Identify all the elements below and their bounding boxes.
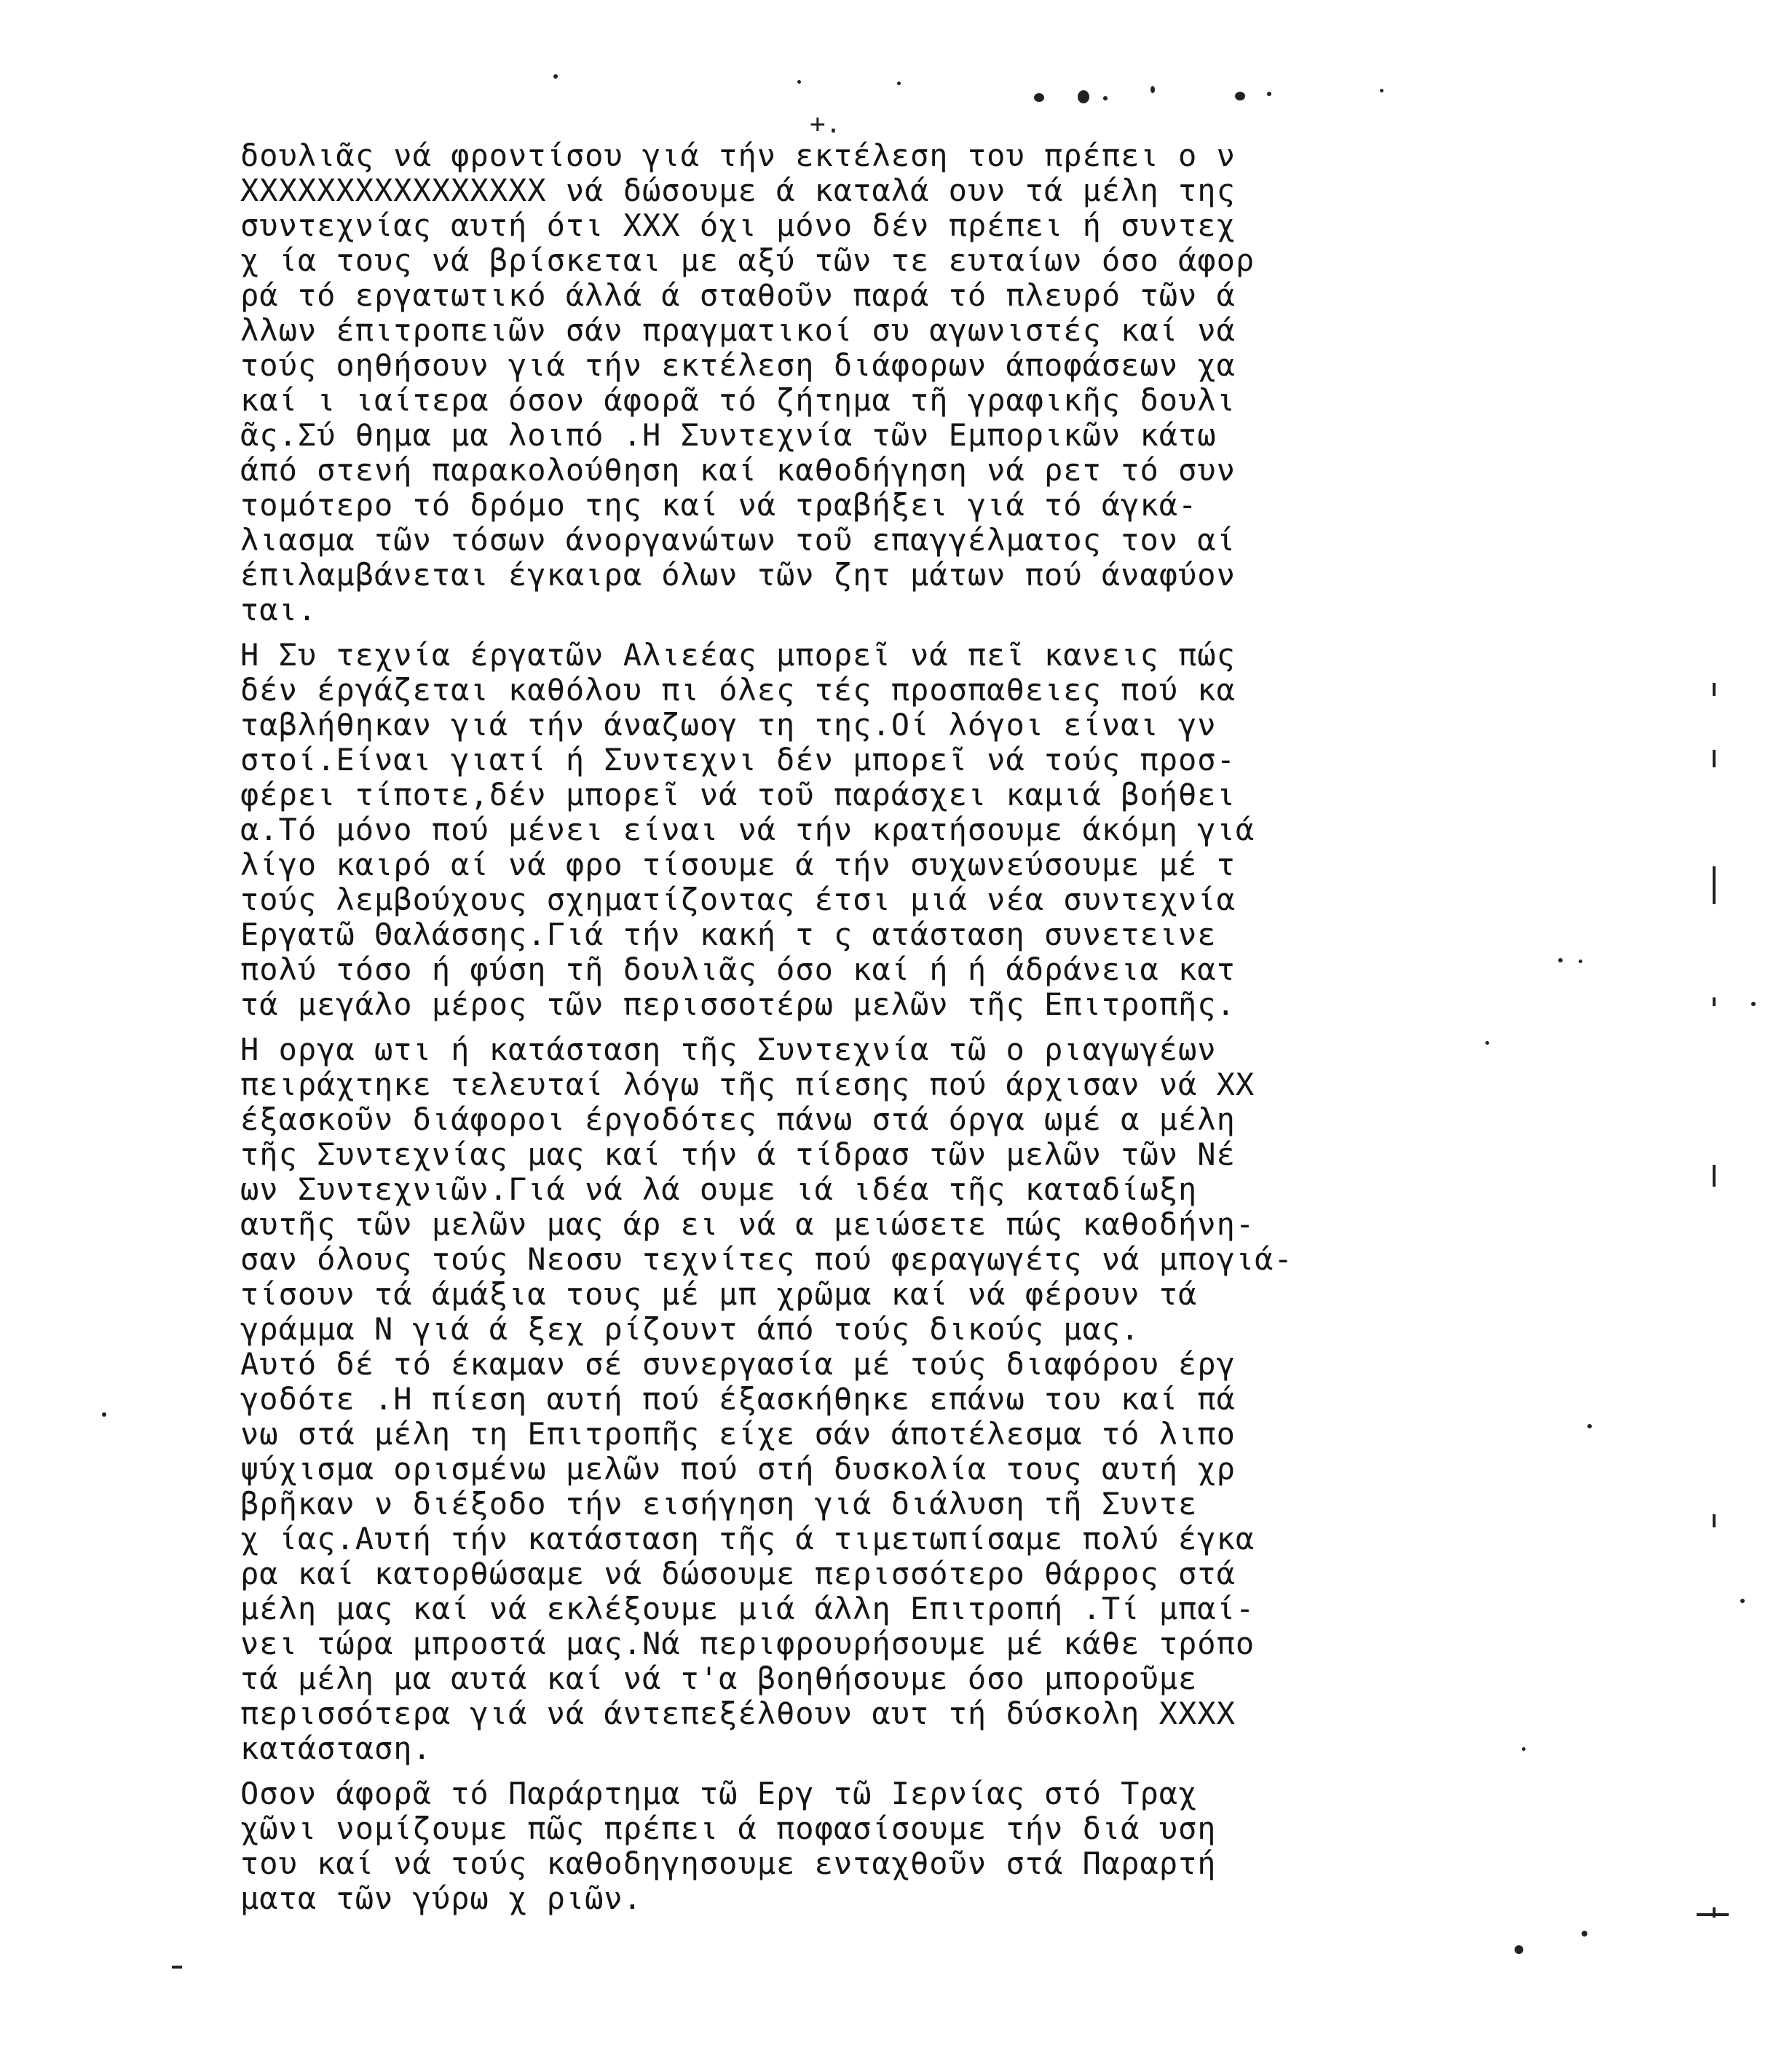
scan-speck <box>1579 960 1582 963</box>
scan-speck <box>1740 1599 1745 1603</box>
text-line: α.Τό μόνο πού μένει είναι νά τήν κρατήσουμε άκόμη γιά <box>240 812 1255 847</box>
text-line: λλων έπιτροπειῶν σάν πραγματικοί συ αγωνιστές καί νά <box>240 313 1236 348</box>
scan-mark <box>1713 1514 1716 1527</box>
text-line: κατάσταση. <box>240 1731 432 1766</box>
paragraph <box>240 638 1449 1022</box>
text-line: έπιλαμβάνεται έγκαιρα όλων τῶν ζητ μάτων πού άναφύον <box>240 558 1236 593</box>
scan-mark <box>172 1966 182 1969</box>
text-line: έξασκοῦν διάφοροι έργοδότες πάνω στά όργα ωμέ α μέλη <box>240 1102 1236 1137</box>
scan-speck <box>1235 92 1245 100</box>
scan-speck <box>1751 1002 1756 1006</box>
scan-mark <box>1697 1913 1729 1916</box>
text-line: καί ι ιαίτερα όσον άφορᾶ τό ζήτημα τῆ γραφικῆς δουλι <box>240 383 1236 418</box>
paragraph-gap <box>240 1022 1449 1032</box>
text-line: XXXXXXXXXXXXXXXX νά δώσουμε ά καταλά ουν τά μέλη της <box>240 173 1236 208</box>
text-line: Αυτό δέ τό έκαμαν σέ συνεργασία μέ τούς διαφόρου έργ <box>240 1347 1236 1382</box>
scan-speck <box>897 82 901 85</box>
text-line: μέλη μας καί νά εκλέξουμε μιά άλλη Επιτροπή .Τί μπαί- <box>240 1591 1255 1626</box>
scan-speck <box>1034 93 1044 102</box>
text-line: λίγο καιρό αί νά φρο τίσουμε ά τήν συχωνεύσουμε μέ τ <box>240 847 1236 882</box>
scan-speck <box>1515 1945 1523 1954</box>
paragraph <box>240 1776 1449 1916</box>
text-line: δέν έργάζεται καθόλου πι όλες τές προσπαθειες πού κα <box>240 673 1236 708</box>
scan-mark <box>1713 750 1716 767</box>
scan-speck <box>553 74 558 79</box>
text-line: τά μέλη μα αυτά καί νά τ'α βοηθήσουμε όσο μποροῦμε <box>240 1661 1198 1696</box>
text-line: τά μεγάλο μέρος τῶν περισσοτέρω μελῶν τῆς Επιτροπῆς. <box>240 987 1236 1022</box>
text-line: γράμμα Ν γιά ά ξεχ ρίζουντ άπό τούς δικούς μας. <box>240 1312 1140 1347</box>
scan-speck <box>1380 89 1384 92</box>
text-line: στοί.Είναι γιατί ή Συντεχνι δέν μπορεῖ νά τούς προσ- <box>240 743 1236 778</box>
text-line: πολύ τόσο ή φύση τῆ δουλιᾶς όσο καί ή ή άδράνεια κατ <box>240 952 1236 987</box>
scan-speck <box>1267 92 1271 96</box>
scan-speck <box>1485 1041 1489 1045</box>
scan-mark <box>1713 866 1716 904</box>
text-line: σαν όλους τούς Νεοσυ τεχνίτες πού φεραγωγέτς νά μπογιά- <box>240 1242 1293 1277</box>
scan-speck <box>1522 1747 1525 1751</box>
scan-mark <box>1713 683 1716 696</box>
text-line: νει τώρα μπροστά μας.Νά περιφρουρήσουμε μέ κάθε τρόπο <box>240 1626 1255 1661</box>
scan-speck <box>1587 1424 1592 1428</box>
scan-mark <box>1713 997 1716 1006</box>
text-line: χ ίας.Αυτή τήν κατάσταση τῆς ά τιμετωπίσαμε πολύ έγκα <box>240 1522 1255 1556</box>
text-line: πειράχτηκε τελευταί λόγω τῆς πίεσης πού άρχισαν νά ΧΧ <box>240 1067 1255 1102</box>
scan-speck <box>797 80 801 84</box>
scan-speck <box>102 1412 106 1417</box>
paragraph <box>240 138 1449 628</box>
text-line: περισσότερα γιά νά άντεπεξέλθουν αυτ τή δύσκολη ΧΧΧΧ <box>240 1696 1236 1731</box>
text-line: ρά τό εργατωτικό άλλά ά σταθοῦν παρά τό πλευρό τῶν ά <box>240 278 1236 313</box>
text-line: Η οργα ωτι ή κατάσταση τῆς Συντεχνία τῶ ο ριαγωγέων <box>240 1032 1217 1067</box>
text-line: ων Συντεχνιῶν.Γιά νά λά ουμε ιά ιδέα τῆς καταδίωξη <box>240 1172 1198 1207</box>
text-line: τομότερο τό δρόμο της καί νά τραβήξει γιά τό άγκά- <box>240 488 1198 523</box>
text-line: Οσον άφορᾶ τό Παράρτημα τῶ Εργ τῶ Ιερνίας στό Τραχ <box>240 1776 1198 1811</box>
paragraph <box>240 1032 1449 1766</box>
text-line: ρα καί κατορθώσαμε νά δώσουμε περισσότερο θάρρος στά <box>240 1556 1236 1591</box>
text-line: Εργατῶ Θαλάσσης.Γιά τήν κακή τ ς ατάσταση συνετεινε <box>240 917 1217 952</box>
text-line: του καί νά τούς καθοδηγησουμε ενταχθοῦν στά Παραρτή <box>240 1846 1217 1881</box>
text-line: νω στά μέλη τη Επιτροπῆς είχε σάν άποτέλεσμα τό λιπο <box>240 1417 1236 1452</box>
text-line: γοδότε .Η πίεση αυτή πού έξασκήθηκε επάνω του καί πά <box>240 1382 1236 1417</box>
scan-speck <box>1078 90 1089 103</box>
text-line: συντεχνίας αυτή ότι XXX όχι μόνο δέν πρέπει ή συντεχ <box>240 208 1236 243</box>
paragraph-gap <box>240 1766 1449 1776</box>
text-line: αυτῆς τῶν μελῶν μας άρ ει νά α μειώσετε πώς καθοδήνη- <box>240 1207 1255 1242</box>
text-line: τούς οηθήσουν γιά τήν εκτέλεση διάφορων άποφάσεων χα <box>240 348 1236 383</box>
paragraph-gap <box>240 628 1449 638</box>
scan-speck <box>1582 1931 1587 1937</box>
scan-speck <box>1558 958 1563 962</box>
document-body <box>240 138 1449 1916</box>
text-line: βρῆκαν ν διέξοδο τήν εισήγηση γιά διάλυση τῆ Συντε <box>240 1487 1198 1522</box>
text-line: τούς λεμβούχους σχηματίζοντας έτσι μιά νέα συντεχνία <box>240 882 1236 917</box>
scan-speck <box>1150 86 1155 93</box>
text-line: ψύχισμα ορισμένω μελῶν πού στή δυσκολία τους αυτή χρ <box>240 1452 1236 1487</box>
text-line: χ ία τους νά βρίσκεται με αξύ τῶν τε ευταίων όσο άφορ <box>240 243 1255 278</box>
text-line: λιασμα τῶν τόσων άνοργανώτων τοῦ επαγγέλματος τον αί <box>240 523 1236 558</box>
text-line: άπό στενή παρακολούθηση καί καθοδήγηση νά ρετ τό συν <box>240 453 1236 488</box>
text-line: ματα τῶν γύρω χ ριῶν. <box>240 1881 643 1916</box>
page-marker: +. <box>810 109 842 139</box>
scan-speck <box>1103 96 1108 100</box>
scan-mark <box>1713 1165 1716 1187</box>
text-line: ται. <box>240 593 317 628</box>
text-line: χῶνι νομίζουμε πῶς πρέπει ά ποφασίσουμε τήν διά υση <box>240 1811 1217 1846</box>
text-line: δουλιᾶς νά φροντίσου γιά τήν εκτέλεση του πρέπει ο ν <box>240 138 1236 173</box>
text-line: Η Συ τεχνία έργατῶν Αλιεέας μπορεῖ νά πεῖ κανεις πώς <box>240 638 1236 673</box>
text-line: τῆς Συντεχνίας μας καί τήν ά τίδρασ τῶν μελῶν τῶν Νέ <box>240 1137 1236 1172</box>
text-line: ᾶς.Σύ θημα μα λοιπό .Η Συντεχνία τῶν Εμπορικῶν κάτω <box>240 418 1217 453</box>
text-line: ταβλήθηκαν γιά τήν άναζωογ τη της.Οί λόγοι είναι γν <box>240 708 1217 743</box>
text-line: τίσουν τά άμάξια τους μέ μπ χρῶμα καί νά φέρουν τά <box>240 1277 1198 1312</box>
text-line: φέρει τίποτε,δέν μπορεῖ νά τοῦ παράσχει καμιά βοήθει <box>240 778 1236 812</box>
